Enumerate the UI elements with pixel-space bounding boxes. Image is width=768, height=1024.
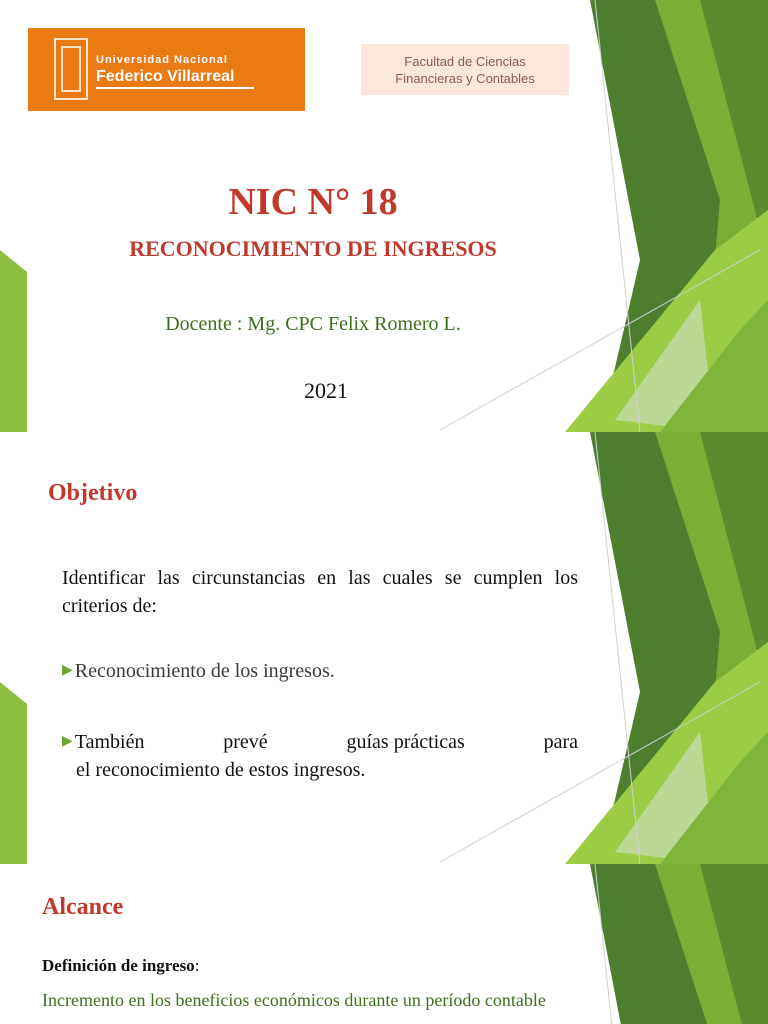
- docente-text: Docente : Mg. CPC Felix Romero L.: [165, 313, 461, 335]
- triangle-bullet-icon: ▶: [62, 734, 73, 749]
- bullet-word: para: [543, 731, 578, 753]
- faculty-line1: Facultad de Ciencias: [404, 54, 526, 69]
- university-logo: [28, 28, 305, 111]
- bullet-line: [62, 728, 578, 756]
- slide-title-text: NIC N° 18: [228, 181, 398, 223]
- logo-underline: [96, 87, 254, 89]
- increment-text: Incremento en los beneficios económicos durante un período contable: [42, 990, 546, 1010]
- triangle-bullet-icon: ▶: [62, 663, 73, 678]
- slide-alcance: [0, 864, 768, 1024]
- university-seal-icon: [54, 38, 88, 100]
- definition-line: [42, 956, 199, 976]
- definition-label: Definición de ingreso: [42, 956, 195, 975]
- definition-colon: :: [194, 956, 200, 975]
- logo-line1: Universidad Nacional: [96, 54, 228, 66]
- bullet-item: [62, 728, 578, 784]
- faculty-label: [361, 44, 569, 95]
- objetivo-paragraph: Identificar las circunstancias en las cuales se cumplen los criterios de:: [62, 567, 578, 617]
- bullet-word: prevé: [223, 731, 268, 753]
- bullet-word-text: También: [74, 731, 145, 753]
- slide-subtitle: RECONOCIMIENTO DE INGRESOS: [129, 236, 497, 261]
- logo-line2: Federico Villarreal: [96, 68, 235, 85]
- year-text: 2021: [304, 378, 348, 403]
- slide-title: [0, 0, 768, 432]
- faculty-line2: Financieras y Contables: [395, 71, 535, 86]
- slide-objetivo: [0, 432, 768, 864]
- bullet-word: guías prácticas: [346, 731, 465, 753]
- bullet-item: [62, 660, 335, 683]
- bullet-line-2: el reconocimiento de estos ingresos.: [76, 759, 366, 781]
- bullet-word: [62, 728, 144, 756]
- bullet-text: Reconocimiento de los ingresos.: [74, 660, 335, 682]
- objetivo-heading: Objetivo: [48, 480, 138, 506]
- alcance-heading: Alcance: [42, 894, 124, 920]
